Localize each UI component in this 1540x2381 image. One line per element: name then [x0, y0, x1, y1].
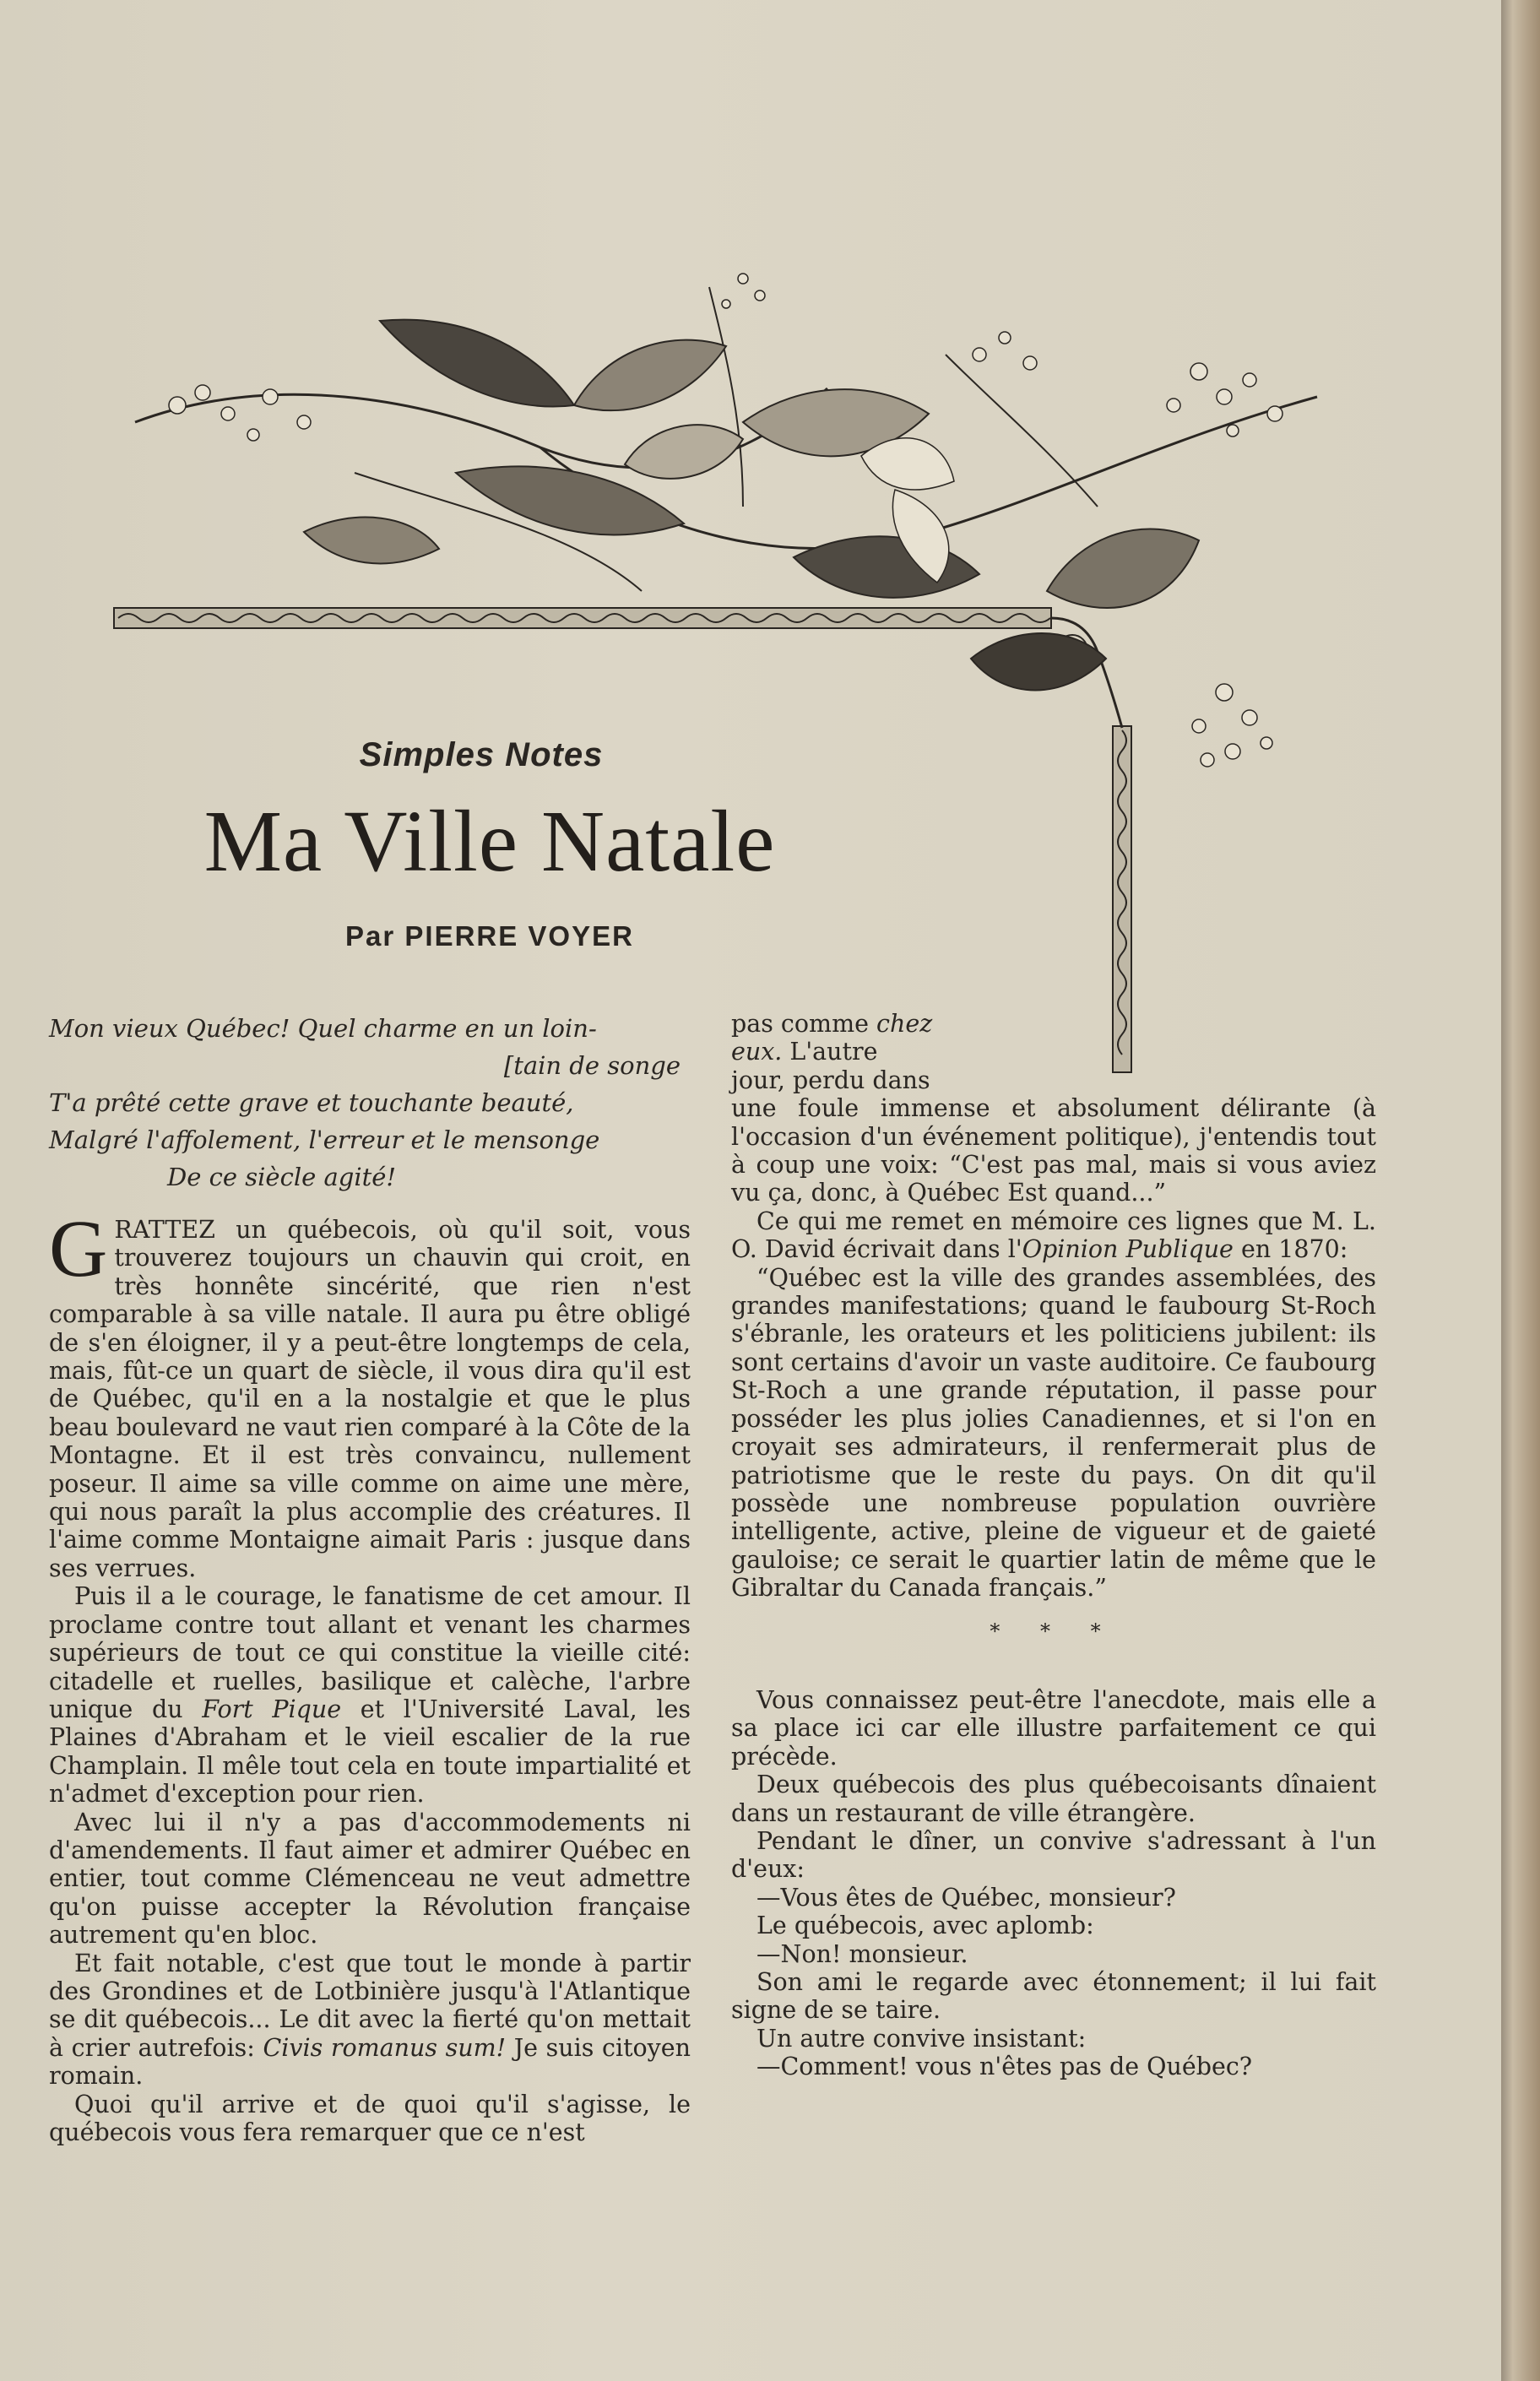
paragraph-text: RATTEZ un québecois, où qu'il soit, vous trouverez toujours un chauvin qui croit, en très honnête sincérité, que rien n'est comparable à sa ville natale. Il aura pu être obligé de s'en éloigner, il y a peut-être longtemps de cela, mais, fût-ce un quart de siècle, il vous dira qu'il est de Québec, qu'il en a la nostalgie et que le plus beau boulevard ne vaut rien comparé à la Côte de la Montagne. Et il est très convaincu, nullement poseur. Il aime sa ville comme on aime une mère, qui nous paraît la plus accomplie des créatures. Il l'aime comme Montaigne aimait Paris : jusque dans ses verrues. — [49, 1216, 691, 1582]
poem-line: Malgré l'affolement, l'erreur et le mensonge — [49, 1125, 600, 1154]
dialogue-line: —Vous êtes de Québec, monsieur? — [756, 1883, 1176, 1912]
paragraph — [731, 1207, 1376, 1264]
paragraph — [731, 1010, 976, 1038]
paragraph: Quoi qu'il arrive et de quoi qu'il s'agisse, le québecois vous fera remarquer que ce n'est — [49, 2090, 691, 2146]
place-name: Fort Pique — [202, 1695, 342, 1723]
paragraph: Le québecois, avec aplomb: — [756, 1912, 1094, 1940]
section-separator: * * * — [990, 1619, 1118, 1643]
paragraph — [731, 1038, 976, 1066]
paragraph-text: Puis il a le courage, le fanatisme de cet amour. Il proclame contre tout allant et venant les charmes supérieurs de tout ce qui constitue la vieille cité: citadelle et ruelles, basilique et calèche, l'arbre unique du — [49, 1582, 691, 1723]
section-kicker: Simples Notes — [359, 736, 604, 773]
paragraph: Pendant le dîner, un convive s'adressant à l'un d'eux: — [731, 1826, 1376, 1884]
paragraph — [49, 1950, 691, 2091]
paragraph-text: Ce qui me remet en mémoire ces lignes que M. L. O. David écrivait dans l' — [731, 1207, 1376, 1264]
paragraph: jour, perdu dans — [731, 1066, 930, 1094]
floral-ornament-illustration — [101, 253, 1368, 1081]
article-title: Ma Ville Natale — [203, 793, 776, 890]
paragraph: une foule immense et absolument délirante (à l'occasion d'un événement politique), j'entendis tout à coup une voix: “C'est pas mal, mais si vous aviez vu ça, donc, à Québec Est quand...” — [731, 1094, 1376, 1207]
paragraph: Un autre convive insistant: — [756, 2024, 1087, 2053]
paragraph — [49, 1203, 691, 1582]
dialogue-line: —Comment! vous n'êtes pas de Québec? — [756, 2053, 1253, 2081]
paragraph: Avec lui il n'y a pas d'accommodements ni d'amendements. Il faut aimer et admirer Québec en entier, tout comme Clémenceau ne veut admettre qu'on puisse accepter la Révolution française autrement qu'en bloc. — [49, 1808, 691, 1950]
paragraph-text: pas comme — [731, 1010, 877, 1038]
poem-line: Mon vieux Québec! Quel charme en un loin- — [49, 1014, 597, 1043]
poem-line: [tain de songe — [503, 1051, 681, 1080]
right-column — [731, 1010, 1376, 2081]
latin-quote: Civis romanus sum! — [263, 2033, 507, 2062]
paragraph — [49, 1582, 691, 1808]
paragraph-text: Et fait notable, c'est que tout le monde à partir des Grondines et de Lotbinière jusqu'à l'Atlantique se dit québecois... Le dit avec la fierté qu'on mettait à crier autrefois: — [49, 1949, 691, 2062]
quotation: “Québec est la ville des grandes assemblées, des grandes manifestations; quand le faubourg St-Roch s'ébranle, les orateurs et les politiciens jubilent: ils sont certains d'avoir un vaste auditoire. Ce faubourg St-Roch a une grande réputation, il passe pour posséder les plus jolies Canadiennes, et si l'on en croyait ses admirateurs, il renfermerait plus de patriotisme que le reste du pays. On dit qu'il possède une nombreuse population ouvrière intelligente, active, pleine de vigueur et de gaieté gauloise; ce serait le quartier latin de même que le Gibraltar du Canada français.” — [731, 1263, 1376, 1603]
paragraph-text: L'autre — [782, 1038, 878, 1066]
poem-line: De ce siècle agité! — [167, 1163, 397, 1191]
epigraph-poem — [49, 1010, 691, 1196]
italic-text: chez — [876, 1010, 933, 1038]
publication-name: Opinion Publique — [1022, 1235, 1234, 1264]
poem-line: T'a prêté cette grave et touchante beauté, — [49, 1088, 574, 1117]
drop-cap: G — [49, 1203, 108, 1294]
paragraph: Son ami le regarde avec étonnement; il lui fait signe de se taire. — [731, 1968, 1376, 2025]
paragraph: Vous connaissez peut-être l'anecdote, mais elle a sa place ici car elle illustre parfaitement ce qui précède. — [731, 1685, 1376, 1771]
article-byline: Par PIERRE VOYER — [345, 920, 634, 952]
paragraph-text: et l'Université Laval, les Plaines d'Abraham et le vieil escalier de la rue Champlain. Il mêle tout cela en toute impartialité et n'admet d'exception pour rien. — [49, 1695, 691, 1809]
narrow-lines — [731, 1010, 976, 1094]
paragraph-text: Je suis citoyen romain. — [49, 2033, 691, 2091]
paragraph: Deux québecois des plus québecoisants dînaient dans un restaurant de ville étrangère. — [731, 1771, 1376, 1827]
left-column — [49, 1010, 691, 2146]
paragraph-text: en 1870: — [1233, 1235, 1348, 1264]
page-edge — [1501, 0, 1540, 2381]
dialogue-line: —Non! monsieur. — [756, 1939, 968, 1968]
italic-text: eux. — [731, 1038, 783, 1066]
